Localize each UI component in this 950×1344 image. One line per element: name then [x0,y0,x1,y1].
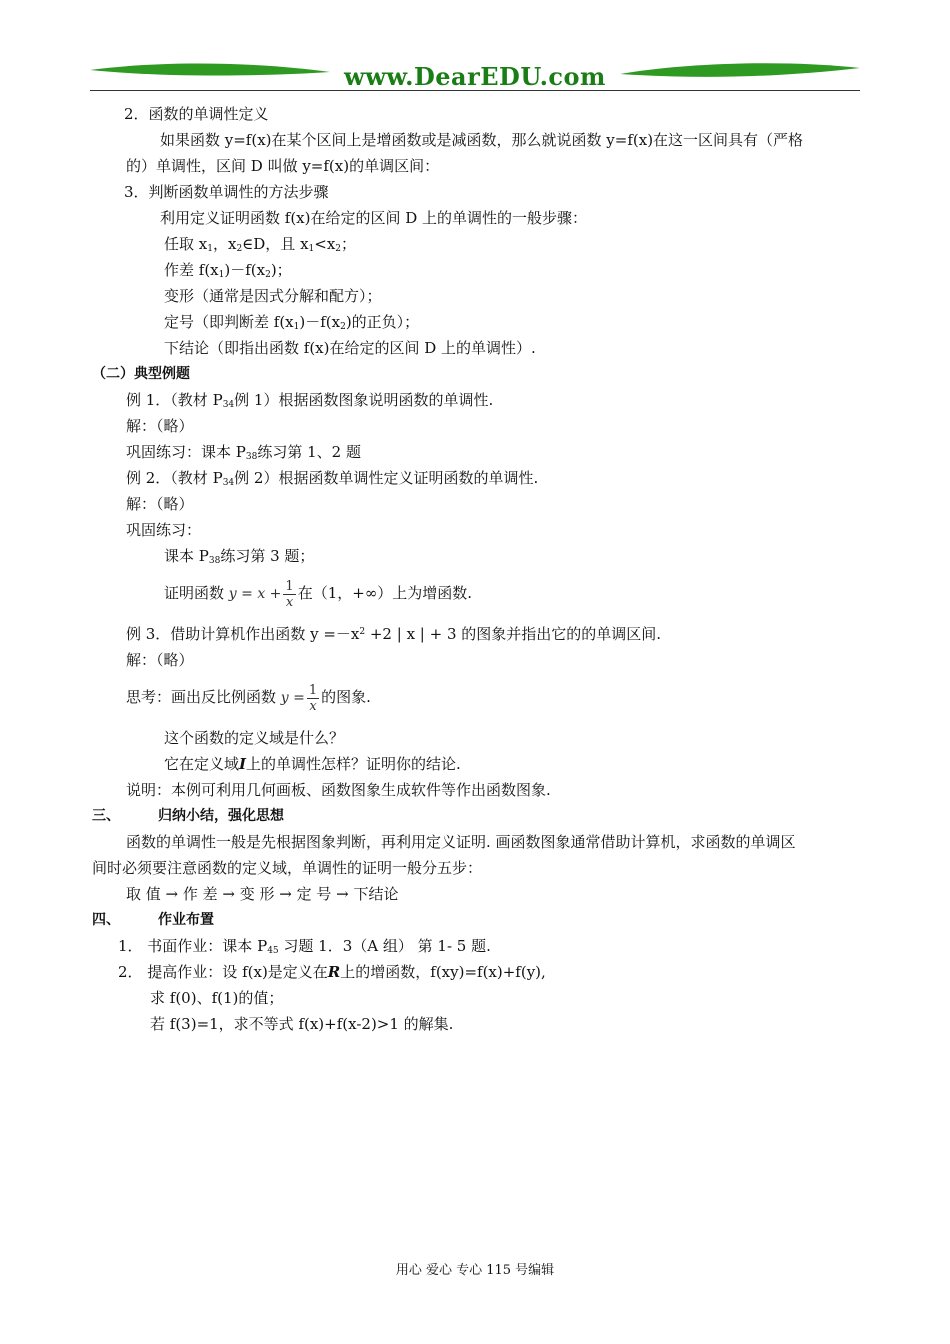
section-title: 作业布置 [158,912,214,928]
section-heading-summary [92,806,284,826]
step-line [164,234,356,254]
subscript: 1 [218,270,225,280]
solution-line: 解：（略） [126,495,194,513]
text: 1． 书面作业：课本 P [118,937,268,955]
subscript: 2 [340,322,346,332]
subscript: 1 [293,322,300,332]
text: )的正负）； [345,313,420,331]
text: 例 2）根据函数单调性定义证明函数的单调性. [234,469,539,487]
section-number: 四、 [92,912,120,928]
text: 例 2．（教材 P [126,469,223,487]
subscript: 2 [335,244,342,254]
fraction [283,579,295,610]
text: 例 3．借助计算机作出函数 y =－x [126,625,360,643]
subscript: 34 [222,478,235,488]
practice-line [126,442,361,462]
header-rule [90,90,860,91]
text: 上的增函数，f(xy)=f(x)+f(y), [340,963,546,981]
text: )－f(x [224,261,266,279]
page-footer: 用心 爱心 专心 115 号编辑 [395,1263,555,1278]
text: <x [314,235,336,253]
question-line: 这个函数的定义域是什么？ [164,729,345,747]
text: 上的单调性怎样？证明你的结论. [246,755,461,773]
text: 定号（即判断差 f(x [164,313,294,331]
steps-flow: 取 值 → 作 差 → 变 形 → 定 号 → 下结论 [126,885,399,903]
section-number: 三、 [92,808,120,824]
formula-lhs: y = x + [228,586,282,602]
solution-line: 解：（略） [126,651,194,669]
domain-symbol: I [239,755,247,773]
fraction-denominator: x [285,594,294,610]
section-heading-examples: （二）典型例题 [92,366,190,382]
real-number-symbol: R [327,963,341,981]
text: 练习第 1、2 题 [257,443,361,461]
homework-item [118,936,491,956]
text: 习题 1．3（A 组） 第 1- 5 题. [278,937,491,955]
superscript: 2 [359,627,366,637]
example-1 [126,390,493,410]
fraction-denominator: x [309,698,317,714]
text: ； [341,235,357,253]
paragraph-line: 函数的单调性一般是先根据图象判断，再利用定义证明. 画函数图象通常借助计算机，求函数的单调区 [126,833,796,851]
homework-item [118,962,546,982]
example-2 [126,468,538,488]
paragraph-line: 如果函数 y=f(x)在某个区间上是增函数或是减函数，那么就说函数 y=f(x)在这一区间具有（严格 [160,131,804,149]
text: 作差 f(x [164,261,219,279]
text: 练习第 3 题； [220,547,315,565]
subscript: 34 [222,400,235,410]
subscript: 1 [308,244,315,254]
question-line [164,754,461,774]
subscript: 38 [208,556,221,566]
text: 它在定义域 [164,755,240,773]
section-heading-3: 3．判断函数单调性的方法步骤 [124,183,329,201]
text: 巩固练习：课本 P [126,443,246,461]
text: 思考：画出反比例函数 [126,688,277,706]
step-line [164,260,292,280]
section-title: 归纳小结，强化思想 [158,808,284,824]
paragraph-line: 利用定义证明函数 f(x)在给定的区间 D 上的单调性的一般步骤： [160,209,588,227]
text: ，x [212,235,237,253]
solution-line: 解：（略） [126,417,194,435]
paragraph-line: 的）单调性，区间 D 叫做 y=f(x)的单调区间： [126,157,440,175]
subscript: 2 [236,244,243,254]
text: 例 1．（教材 P [126,391,223,409]
subscript: 45 [267,946,279,956]
thinking-line [126,682,371,714]
text: 的图象. [321,688,371,706]
homework-subitem: 若 f(3)=1，求不等式 f(x)+f(x-2)>1 的解集. [150,1015,454,1033]
note-line: 说明：本例可利用几何画板、函数图象生成软件等作出函数图象. [126,781,551,799]
text: 2． 提高作业：设 f(x)是定义在 [118,963,328,981]
step-line [164,312,419,332]
section-heading-homework [92,910,214,930]
paragraph-line: 间时必须要注意函数的定义域，单调性的证明一般分五步： [92,859,483,877]
text: 课本 P [164,547,209,565]
step-line: 下结论（即指出函数 f(x)在给定的区间 D 上的单调性）. [164,339,536,357]
practice-item [164,546,314,566]
practice-item-formula [164,578,472,610]
section-heading-2: 2．函数的单调性定义 [124,105,269,123]
site-logo-text: www.DearEDU.com [344,62,606,91]
text: 例 1）根据函数图象说明函数的单调性. [234,391,494,409]
text: ∈D，且 x [242,235,309,253]
fraction-numerator: 1 [285,578,294,594]
fraction [307,683,319,714]
text: +2 | x | + 3 的图象并指出它的的单调区间. [365,625,662,643]
example-3 [126,624,661,644]
text: 任取 x [164,235,208,253]
formula-lhs: y = [280,690,305,706]
step-line: 变形（通常是因式分解和配方）； [164,287,382,305]
text: 证明函数 [164,584,225,602]
text: 在（1，+∞）上为增函数. [297,584,473,602]
subscript: 1 [207,244,213,254]
fraction-numerator: 1 [308,682,318,698]
text: )－f(x [299,313,341,331]
practice-line: 巩固练习： [126,521,202,539]
text: )； [270,261,292,279]
subscript: 38 [245,452,258,462]
homework-subitem: 求 f(0)、f(1)的值； [150,989,284,1007]
subscript: 2 [265,270,271,280]
